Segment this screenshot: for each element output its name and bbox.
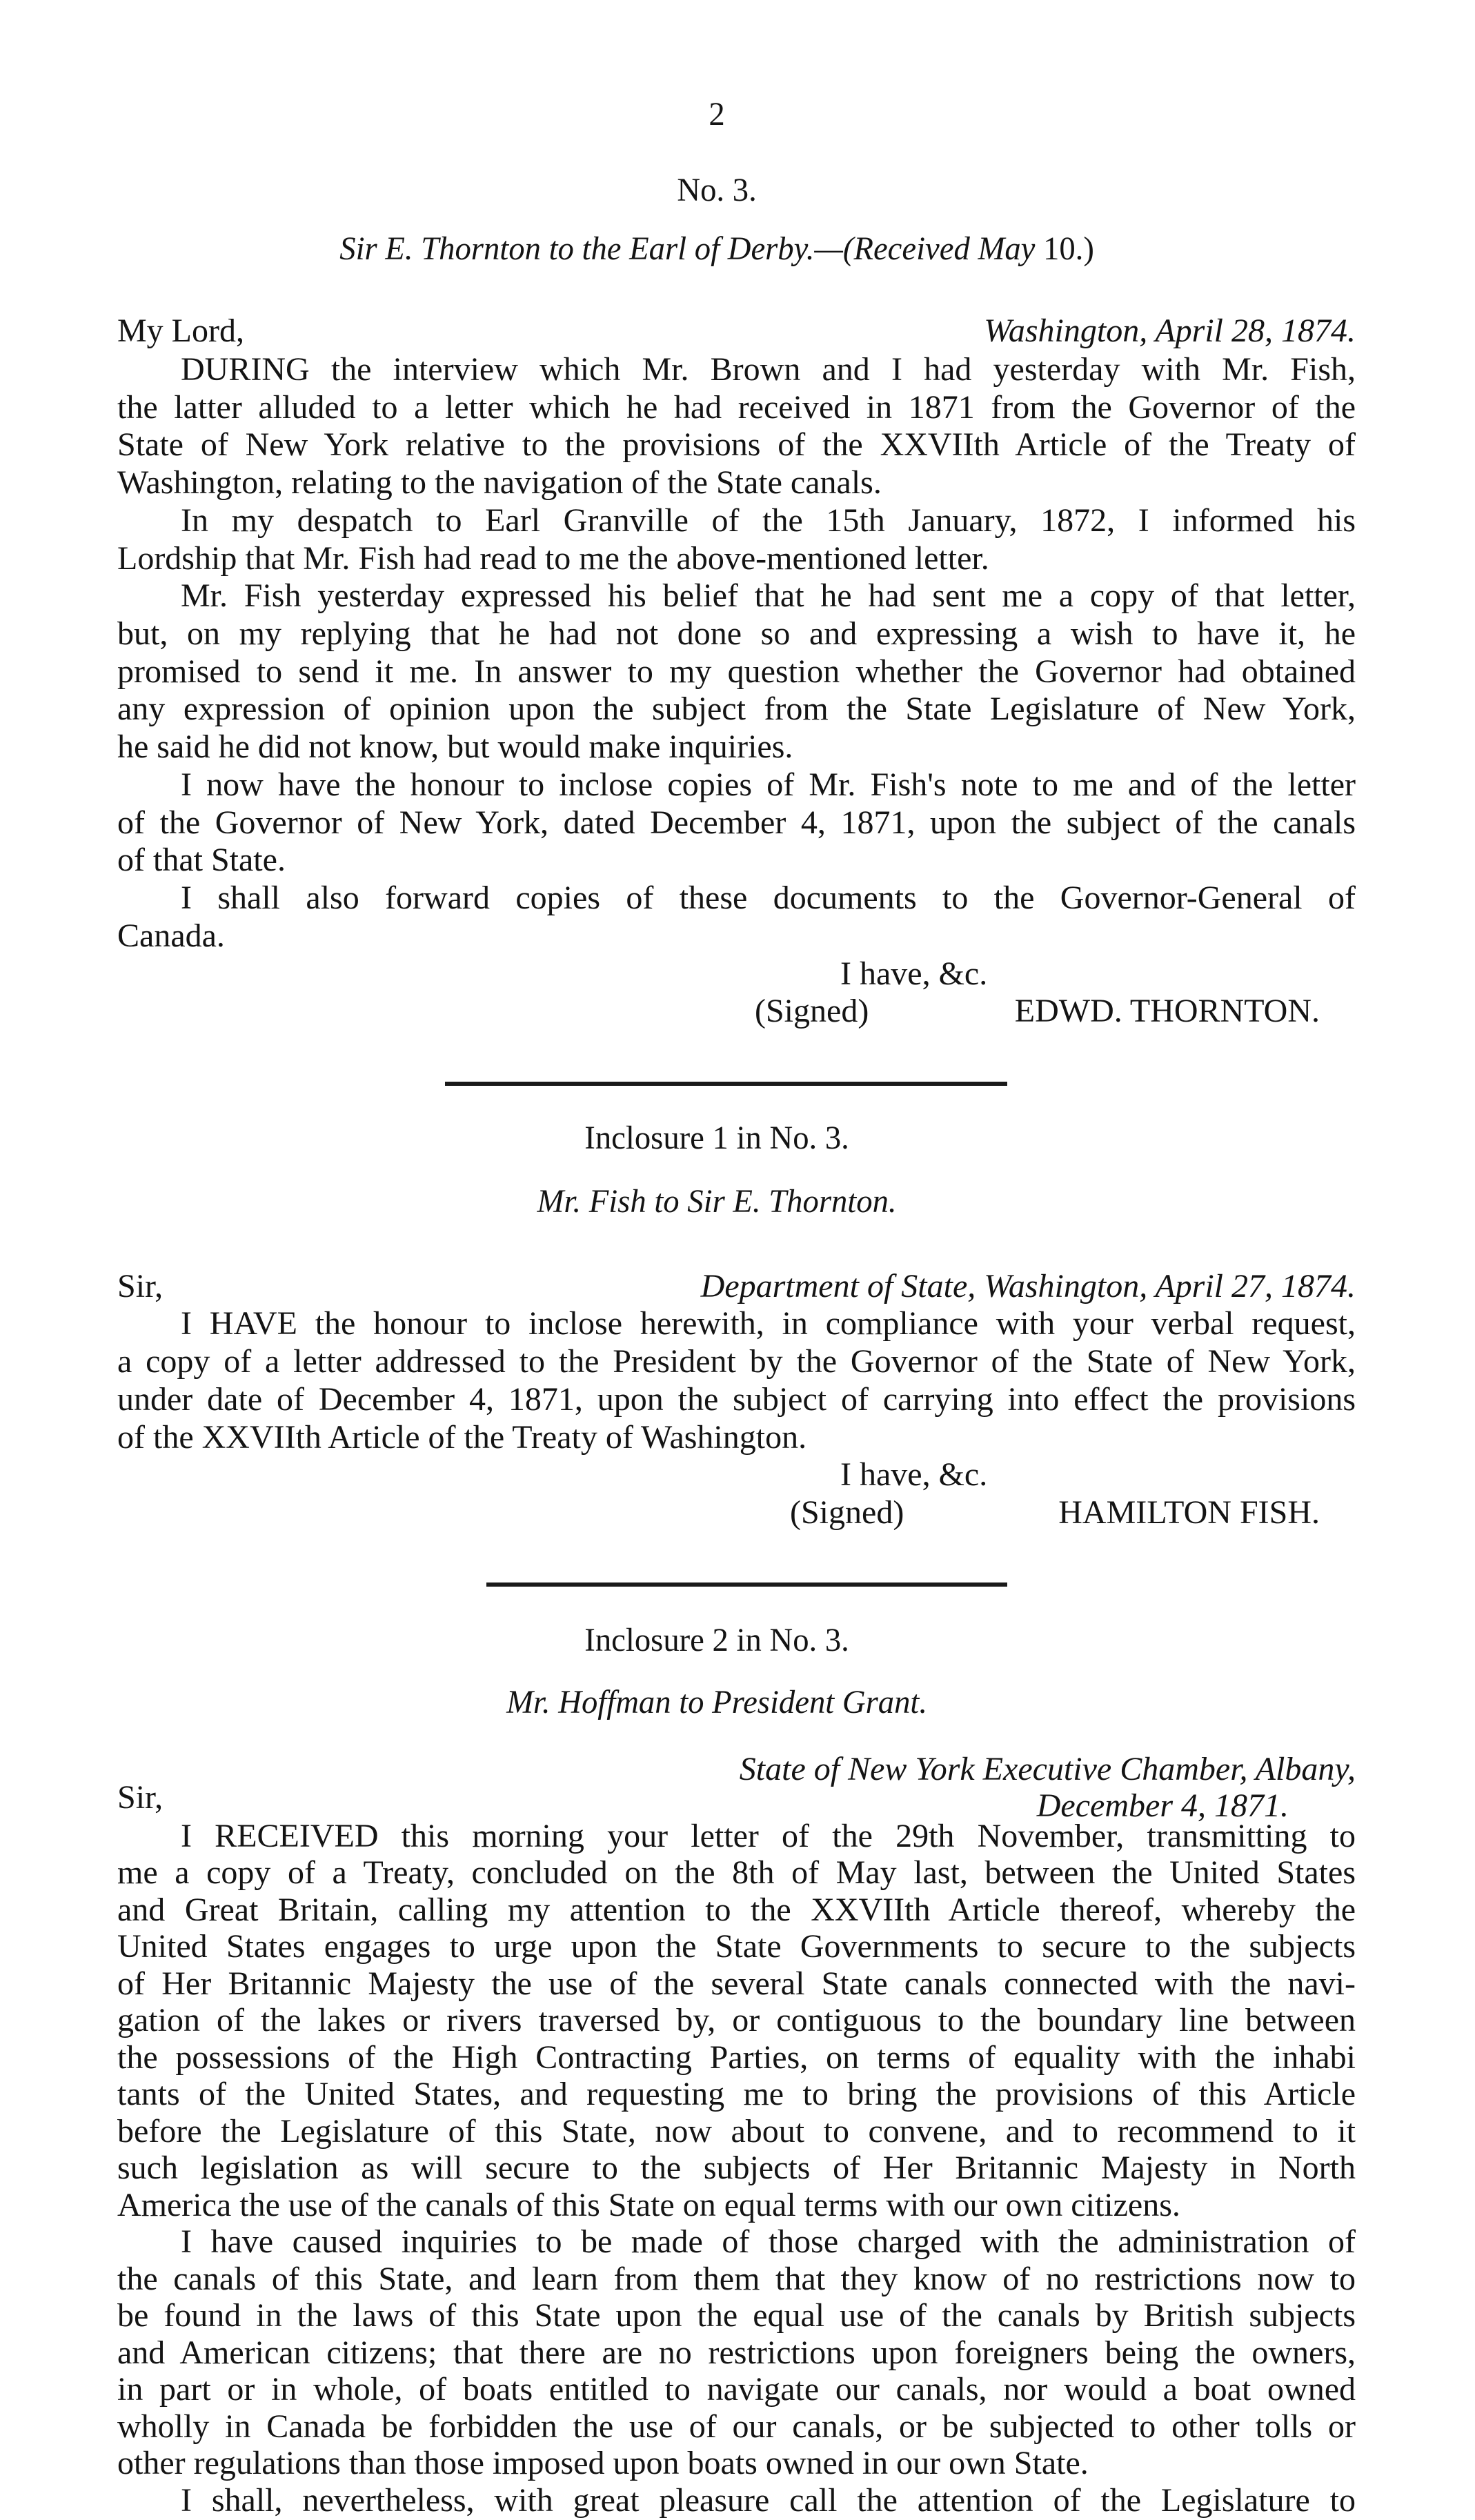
document-subtitle xyxy=(0,230,1434,268)
text-line: and American citizens; that there are no restrictions upon foreigners being the owners, xyxy=(117,2334,1356,2371)
inclosure-2-heading: Inclosure 2 in No. 3. xyxy=(584,1622,849,1658)
closing: I have, &c. xyxy=(840,955,988,992)
text-line: before the Legislature of this State, now about to convene, and to recommend to it xyxy=(117,2113,1356,2150)
place: State of New York Executive Chamber, Albany, xyxy=(739,1751,1356,1787)
subtitle-text: Sir E. Thornton to the Earl of Derby.—(Received May xyxy=(339,230,1044,267)
text-line: I RECEIVED this morning your letter of the 29th November, transmitting to xyxy=(181,1818,1356,1854)
text-line: any expression of opinion upon the subject from the State Legislature of New York, xyxy=(117,691,1356,727)
text-line: State of New York relative to the provisions of the XXVIIth Article of the Treaty of xyxy=(117,426,1356,463)
text-line: in part or in whole, of boats entitled to navigate our canals, nor would a boat owned xyxy=(117,2371,1356,2408)
text-line: other regulations than those imposed upon boats owned in our own State. xyxy=(117,2445,1089,2481)
text-line: be found in the laws of this State upon the equal use of the canals by British subjects xyxy=(117,2297,1356,2334)
text-line: the possessions of the High Contracting Parties, on terms of equality with the inhabi xyxy=(117,2039,1356,2076)
place-date: Department of State, Washington, April 27, 1874. xyxy=(700,1268,1356,1304)
text-line: of the Governor of New York, dated December 4, 1871, upon the subject of the canals xyxy=(117,804,1356,841)
text-line: DURING the interview which Mr. Brown and I had yesterday with Mr. Fish, xyxy=(181,351,1356,388)
inclosure-1-heading: Inclosure 1 in No. 3. xyxy=(584,1120,849,1156)
text-line: I now have the honour to inclose copies of Mr. Fish's note to me and of the letter xyxy=(181,766,1356,803)
text-line: I shall also forward copies of these documents to the Governor-General of xyxy=(181,880,1356,916)
text-line: promised to send it me. In answer to my question whether the Governor had obtained xyxy=(117,653,1356,690)
closing: I have, &c. xyxy=(840,1456,988,1493)
text-line: of that State. xyxy=(117,842,286,878)
salutation: Sir, xyxy=(117,1268,164,1304)
place-date: Washington, April 28, 1874. xyxy=(984,312,1356,349)
text-line: I shall, nevertheless, with great pleasure call the attention of the Legislature to xyxy=(181,2482,1356,2519)
text-line: United States engages to urge upon the State Governments to secure to the subjects xyxy=(117,1928,1356,1965)
text-line: Washington, relating to the navigation of the State canals. xyxy=(117,464,882,501)
text-line: I HAVE the honour to inclose herewith, in compliance with your verbal request, xyxy=(181,1305,1356,1342)
text-line: gation of the lakes or rivers traversed by, or contiguous to the boundary line between xyxy=(117,2002,1356,2038)
text-line: but, on my replying that he had not done so and expressing a wish to have it, he xyxy=(117,615,1356,652)
text-line: wholly in Canada be forbidden the use of our canals, or be subjected to other tolls or xyxy=(117,2408,1356,2445)
inclosure-1-subtitle: Mr. Fish to Sir E. Thornton. xyxy=(537,1183,897,1220)
signed-label: (Signed) xyxy=(755,993,869,1029)
text-line: of the XXVIIth Article of the Treaty of Washington. xyxy=(117,1419,807,1456)
subtitle-date: 10.) xyxy=(1043,230,1094,267)
salutation: My Lord, xyxy=(117,312,244,349)
text-line: such legislation as will secure to the subjects of Her Britannic Majesty in North xyxy=(117,2150,1356,2186)
text-line: me a copy of a Treaty, concluded on the 8th of May last, between the United States xyxy=(117,1854,1356,1891)
signer-name: HAMILTON FISH. xyxy=(1058,1494,1320,1531)
text-line: a copy of a letter addressed to the President by the Governor of the State of New York, xyxy=(117,1343,1356,1380)
date: December 4, 1871. xyxy=(1036,1787,1289,1824)
text-line: under date of December 4, 1871, upon the subject of carrying into effect the provisions xyxy=(117,1381,1356,1418)
text-line: I have caused inquiries to be made of those charged with the administration of xyxy=(181,2223,1356,2260)
divider-rule xyxy=(486,1583,1007,1587)
text-line: the latter alluded to a letter which he had received in 1871 from the Governor of the xyxy=(117,389,1356,426)
inclosure-2-subtitle: Mr. Hoffman to President Grant. xyxy=(506,1684,928,1720)
divider-rule xyxy=(445,1082,1007,1086)
text-line: America the use of the canals of this State on equal terms with our own citizens. xyxy=(117,2187,1180,2223)
document-number: No. 3. xyxy=(677,172,757,208)
page-number: 2 xyxy=(709,96,725,132)
text-line: In my despatch to Earl Granville of the 15th January, 1872, I informed his xyxy=(181,502,1356,539)
signed-label: (Signed) xyxy=(790,1494,904,1531)
text-line: Mr. Fish yesterday expressed his belief that he had sent me a copy of that letter, xyxy=(181,577,1356,614)
salutation: Sir, xyxy=(117,1779,164,1816)
text-line: of Her Britannic Majesty the use of the several State canals connected with the navi- xyxy=(117,1965,1356,2002)
text-line: tants of the United States, and requesting me to bring the provisions of this Article xyxy=(117,2076,1356,2112)
text-line: Canada. xyxy=(117,917,225,954)
text-line: and Great Britain, calling my attention to the XXVIIth Article thereof, whereby the xyxy=(117,1892,1356,1928)
text-line: Lordship that Mr. Fish had read to me the above-mentioned letter. xyxy=(117,540,989,577)
signer-name: EDWD. THORNTON. xyxy=(1014,993,1320,1029)
text-line: the canals of this State, and learn from them that they know of no restrictions now to xyxy=(117,2261,1356,2297)
text-line: he said he did not know, but would make inquiries. xyxy=(117,728,793,765)
